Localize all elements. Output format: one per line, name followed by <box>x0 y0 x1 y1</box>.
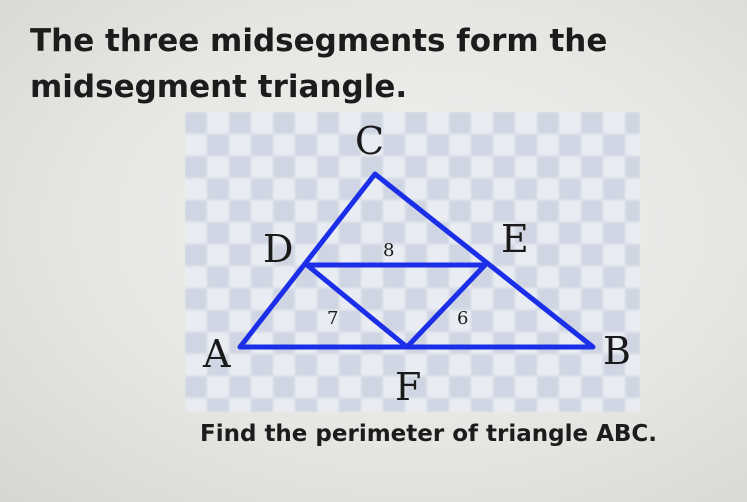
vertex-label-c: C <box>355 119 385 163</box>
triangle-diagram <box>185 112 640 412</box>
segment-label-df: 7 <box>327 308 339 329</box>
heading-text: The three midsegments form the midsegment triangle. <box>30 23 608 105</box>
segment-label-ef: 6 <box>457 308 469 329</box>
segment-label-de: 8 <box>383 240 395 261</box>
triangle-svg <box>185 112 640 412</box>
question-text: Find the perimeter of triangle ABC. <box>200 421 658 447</box>
vertex-label-b: B <box>603 329 631 373</box>
vertex-label-f: F <box>395 365 422 409</box>
vertex-label-d: D <box>263 227 294 271</box>
vertex-label-e: E <box>501 217 529 261</box>
vertex-label-a: A <box>203 332 231 376</box>
